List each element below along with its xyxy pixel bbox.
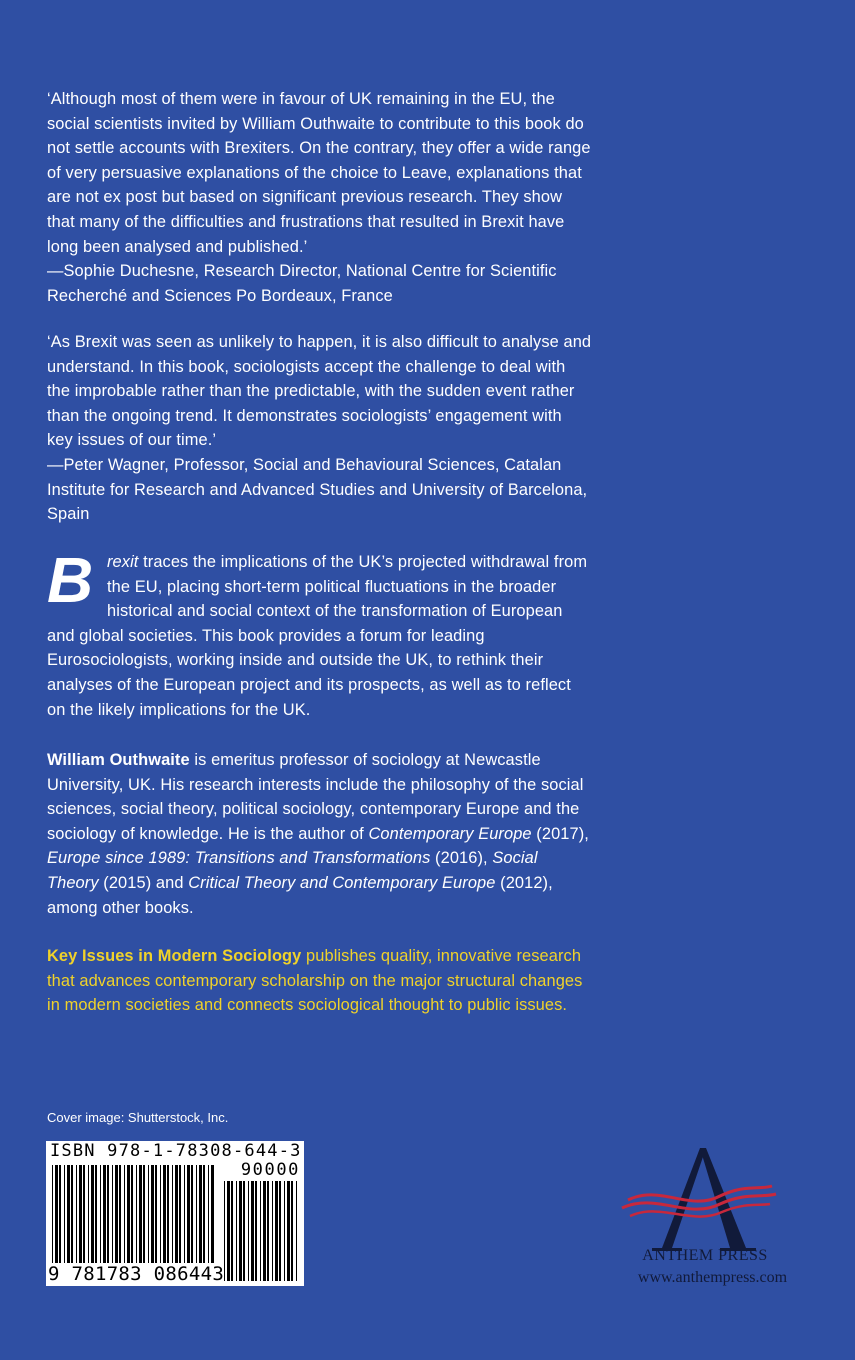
- barcode-bar: [255, 1181, 257, 1281]
- barcode-bar: [167, 1165, 169, 1263]
- ean-bars: [52, 1165, 214, 1263]
- barcode-bar: [131, 1165, 133, 1263]
- barcode-bar: [148, 1165, 149, 1263]
- barcode-bar: [224, 1181, 225, 1281]
- author-bio-text: (2017),: [531, 824, 589, 843]
- series-text: publishes quality, innovative research that advances contemporary scholarship on the major structural changes in modern societies and connects sociological thought to public issues.: [47, 947, 583, 1015]
- barcode-bar: [227, 1181, 230, 1281]
- barcode-bar: [251, 1181, 254, 1281]
- barcode-bar: [88, 1165, 89, 1263]
- barcode-bar: [287, 1181, 290, 1281]
- barcode-bar: [91, 1165, 94, 1263]
- barcode-bar: [196, 1165, 197, 1263]
- barcode-bar: [59, 1165, 61, 1263]
- barcode-bar: [291, 1181, 293, 1281]
- book-description: [47, 544, 592, 722]
- barcode-bar: [100, 1165, 101, 1263]
- barcode-bar: [71, 1165, 73, 1263]
- barcode-bar: [267, 1181, 269, 1281]
- endorsement-quote-1: [47, 87, 592, 308]
- barcode-bar: [136, 1165, 137, 1263]
- barcode-bar: [191, 1165, 193, 1263]
- series-blurb: [47, 944, 592, 1018]
- barcode-bar: [203, 1165, 205, 1263]
- addon-bars: [224, 1181, 297, 1281]
- isbn-barcode: [46, 1141, 304, 1286]
- barcode-bar: [67, 1165, 70, 1263]
- barcode-bar: [272, 1181, 273, 1281]
- barcode-bar: [184, 1165, 185, 1263]
- author-bio-text: (2015) and: [98, 873, 189, 892]
- barcode-bar: [263, 1181, 266, 1281]
- publisher-name: ANTHEM PRESS: [642, 1247, 768, 1264]
- price-code: 90000: [240, 1160, 300, 1180]
- barcode-bar: [284, 1181, 285, 1281]
- author-bio: [47, 748, 592, 920]
- endorsement-quote-2: [47, 330, 592, 527]
- barcode-bar: [107, 1165, 109, 1263]
- barcode-bar: [119, 1165, 121, 1263]
- barcode-bar: [115, 1165, 118, 1263]
- barcode-bar: [76, 1165, 77, 1263]
- book-title: Critical Theory and Contemporary Europe: [188, 873, 496, 892]
- barcode-bar: [296, 1181, 297, 1281]
- barcode-bar: [143, 1165, 145, 1263]
- barcode-bar: [155, 1165, 157, 1263]
- barcode-bar: [112, 1165, 113, 1263]
- author-bio-text: (2016),: [430, 849, 493, 868]
- quote-1-attribution: —Sophie Duchesne, Research Director, National Centre for Scientific Recherché and Sciences Po Bordeaux, France: [47, 262, 557, 305]
- description-text: traces the implications of the UK’s projected withdrawal from the EU, placing short-term political fluctuations in the broader historical and social context of the transformation of European and global societies. This book provides a forum for leading Eurosociologists, working inside and outside the UK, to rethink their analyses of the European project and its prospects, as well as to reflect on the likely implications for the UK.: [47, 553, 588, 719]
- barcode-bar: [179, 1165, 181, 1263]
- barcode-bar: [239, 1181, 242, 1281]
- barcode-bar: [208, 1165, 209, 1263]
- book-title: Europe since 1989: Transitions and Transformations: [47, 849, 431, 868]
- barcode-bar: [275, 1181, 278, 1281]
- publisher-url[interactable]: www.anthempress.com: [637, 1269, 788, 1286]
- book-title: Contemporary Europe: [368, 824, 532, 843]
- quote-2-attribution: —Peter Wagner, Professor, Social and Behavioural Sciences, Catalan Institute for Research and Advanced Studies and University of Barcelona, Spain: [47, 455, 588, 524]
- barcode-bar: [127, 1165, 130, 1263]
- barcode-bar: [79, 1165, 82, 1263]
- barcode-bar: [187, 1165, 190, 1263]
- barcode-bar: [243, 1181, 245, 1281]
- barcode-bar: [52, 1165, 53, 1263]
- barcode-bar: [95, 1165, 97, 1263]
- barcode-bar: [248, 1181, 249, 1281]
- barcode-bar: [151, 1165, 154, 1263]
- book-title: Social Theory: [47, 849, 538, 892]
- barcode-bar: [163, 1165, 166, 1263]
- drop-cap: B: [47, 544, 94, 616]
- barcode-bar: [83, 1165, 85, 1263]
- quote-1-text: ‘Although most of them were in favour of UK remaining in the EU, the social scientists invited by William Outhwaite to contribute to this book do not settle accounts with Brexiters. On the contrary, they offer a wide range of very persuasive explanations of the choice to Leave, explanations that are not ex post but based on significant previous research. They show that many of the difficulties and frustrations that resulted in Brexit have long been analysed and published.’: [47, 90, 591, 256]
- ean-digits: 9 781783 086443: [48, 1263, 225, 1285]
- barcode-bar: [160, 1165, 161, 1263]
- series-name: Key Issues in Modern Sociology: [47, 947, 302, 965]
- barcode-bar: [124, 1165, 125, 1263]
- barcode-bar: [231, 1181, 233, 1281]
- barcode-bar: [236, 1181, 237, 1281]
- isbn-number: ISBN 978-1-78308-644-3: [50, 1141, 302, 1161]
- cover-credit: Cover image: Shutterstock, Inc.: [47, 1110, 229, 1125]
- barcode-bar: [199, 1165, 202, 1263]
- barcode-bar: [211, 1165, 214, 1263]
- barcode-bar: [172, 1165, 173, 1263]
- barcode-bar: [64, 1165, 65, 1263]
- quote-2-text: ‘As Brexit was seen as unlikely to happen, it is also difficult to analyse and understand. In this book, sociologists accept the challenge to deal with the improbable rather than the predictable, with the sudden event rather than the ongoing trend. It demonstrates sociologists’ engagement with key issues of our time.’: [47, 333, 592, 450]
- author-name: William Outhwaite: [47, 751, 190, 769]
- barcode-bar: [279, 1181, 281, 1281]
- barcode-bar: [55, 1165, 58, 1263]
- barcode-bar: [260, 1181, 261, 1281]
- barcode-bar: [139, 1165, 142, 1263]
- author-bio-text: is emeritus professor of sociology at Newcastle University, UK. His research interests include the philosophy of the social sciences, social theory, political sociology, contemporary Europe and the sociology of knowledge. He is the author of: [47, 751, 584, 843]
- description-italic-start: rexit: [107, 553, 139, 571]
- barcode-bar: [175, 1165, 178, 1263]
- barcode-bar: [103, 1165, 106, 1263]
- author-bio-text: (2012), among other books.: [47, 873, 553, 917]
- logo-wave-1: [628, 1186, 772, 1201]
